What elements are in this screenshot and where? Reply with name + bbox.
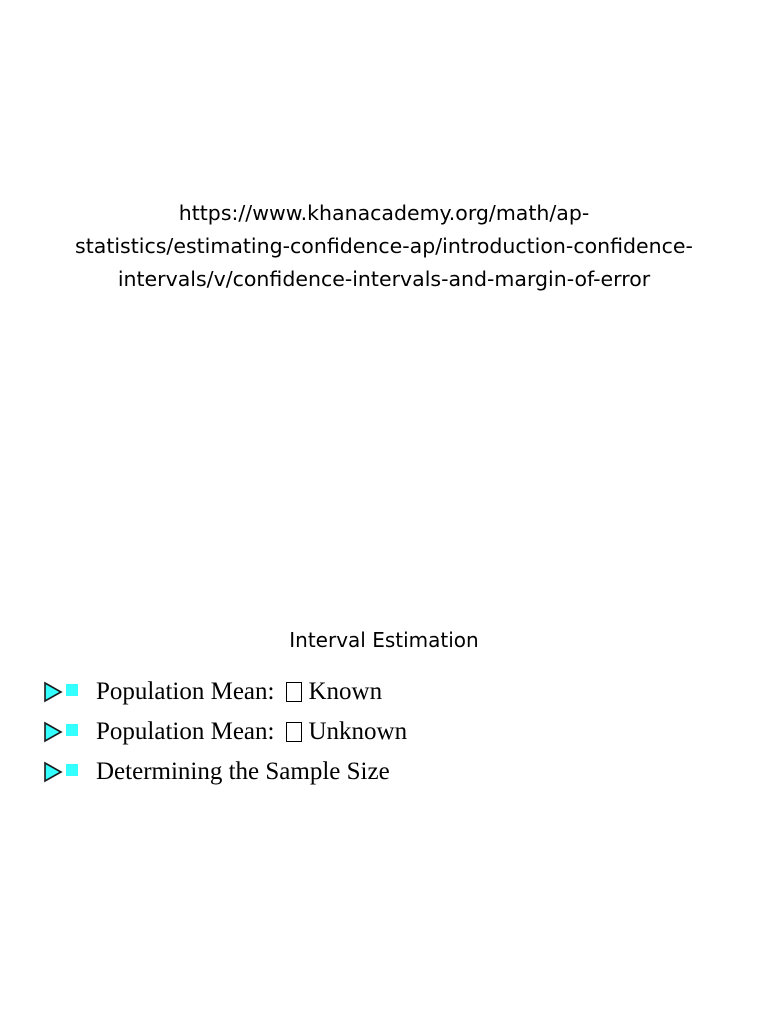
- bullet-text: [96, 712, 407, 752]
- bullet-suffix: Known: [308, 678, 383, 705]
- arrow-square-bullet-icon: [44, 752, 96, 792]
- bullet-item: [44, 672, 744, 712]
- bullet-item: [44, 712, 744, 752]
- source-url: [40, 197, 728, 296]
- bullet-text: [96, 672, 382, 712]
- missing-glyph-box-icon: [286, 682, 302, 702]
- source-url-line-2: statistics/estimating-confidence-ap/introduction-confidence-: [75, 234, 693, 258]
- arrow-square-bullet-icon: [44, 672, 96, 712]
- bullet-prefix: Population Mean:: [96, 718, 275, 745]
- bullet-text: [96, 752, 390, 792]
- bullet-list: [44, 672, 744, 792]
- bullet-suffix: Unknown: [308, 718, 408, 745]
- missing-glyph-box-icon: [286, 722, 302, 742]
- source-url-line-3: intervals/v/confidence-intervals-and-margin-of-error: [117, 267, 651, 291]
- slide-title: Interval Estimation: [289, 628, 479, 652]
- bullet-prefix: Population Mean:: [96, 678, 275, 705]
- source-url-line-1: https://www.khanacademy.org/math/ap-: [178, 201, 590, 225]
- arrow-square-bullet-icon: [44, 712, 96, 752]
- bullet-prefix: Determining the Sample Size: [96, 758, 390, 785]
- bullet-item: [44, 752, 744, 792]
